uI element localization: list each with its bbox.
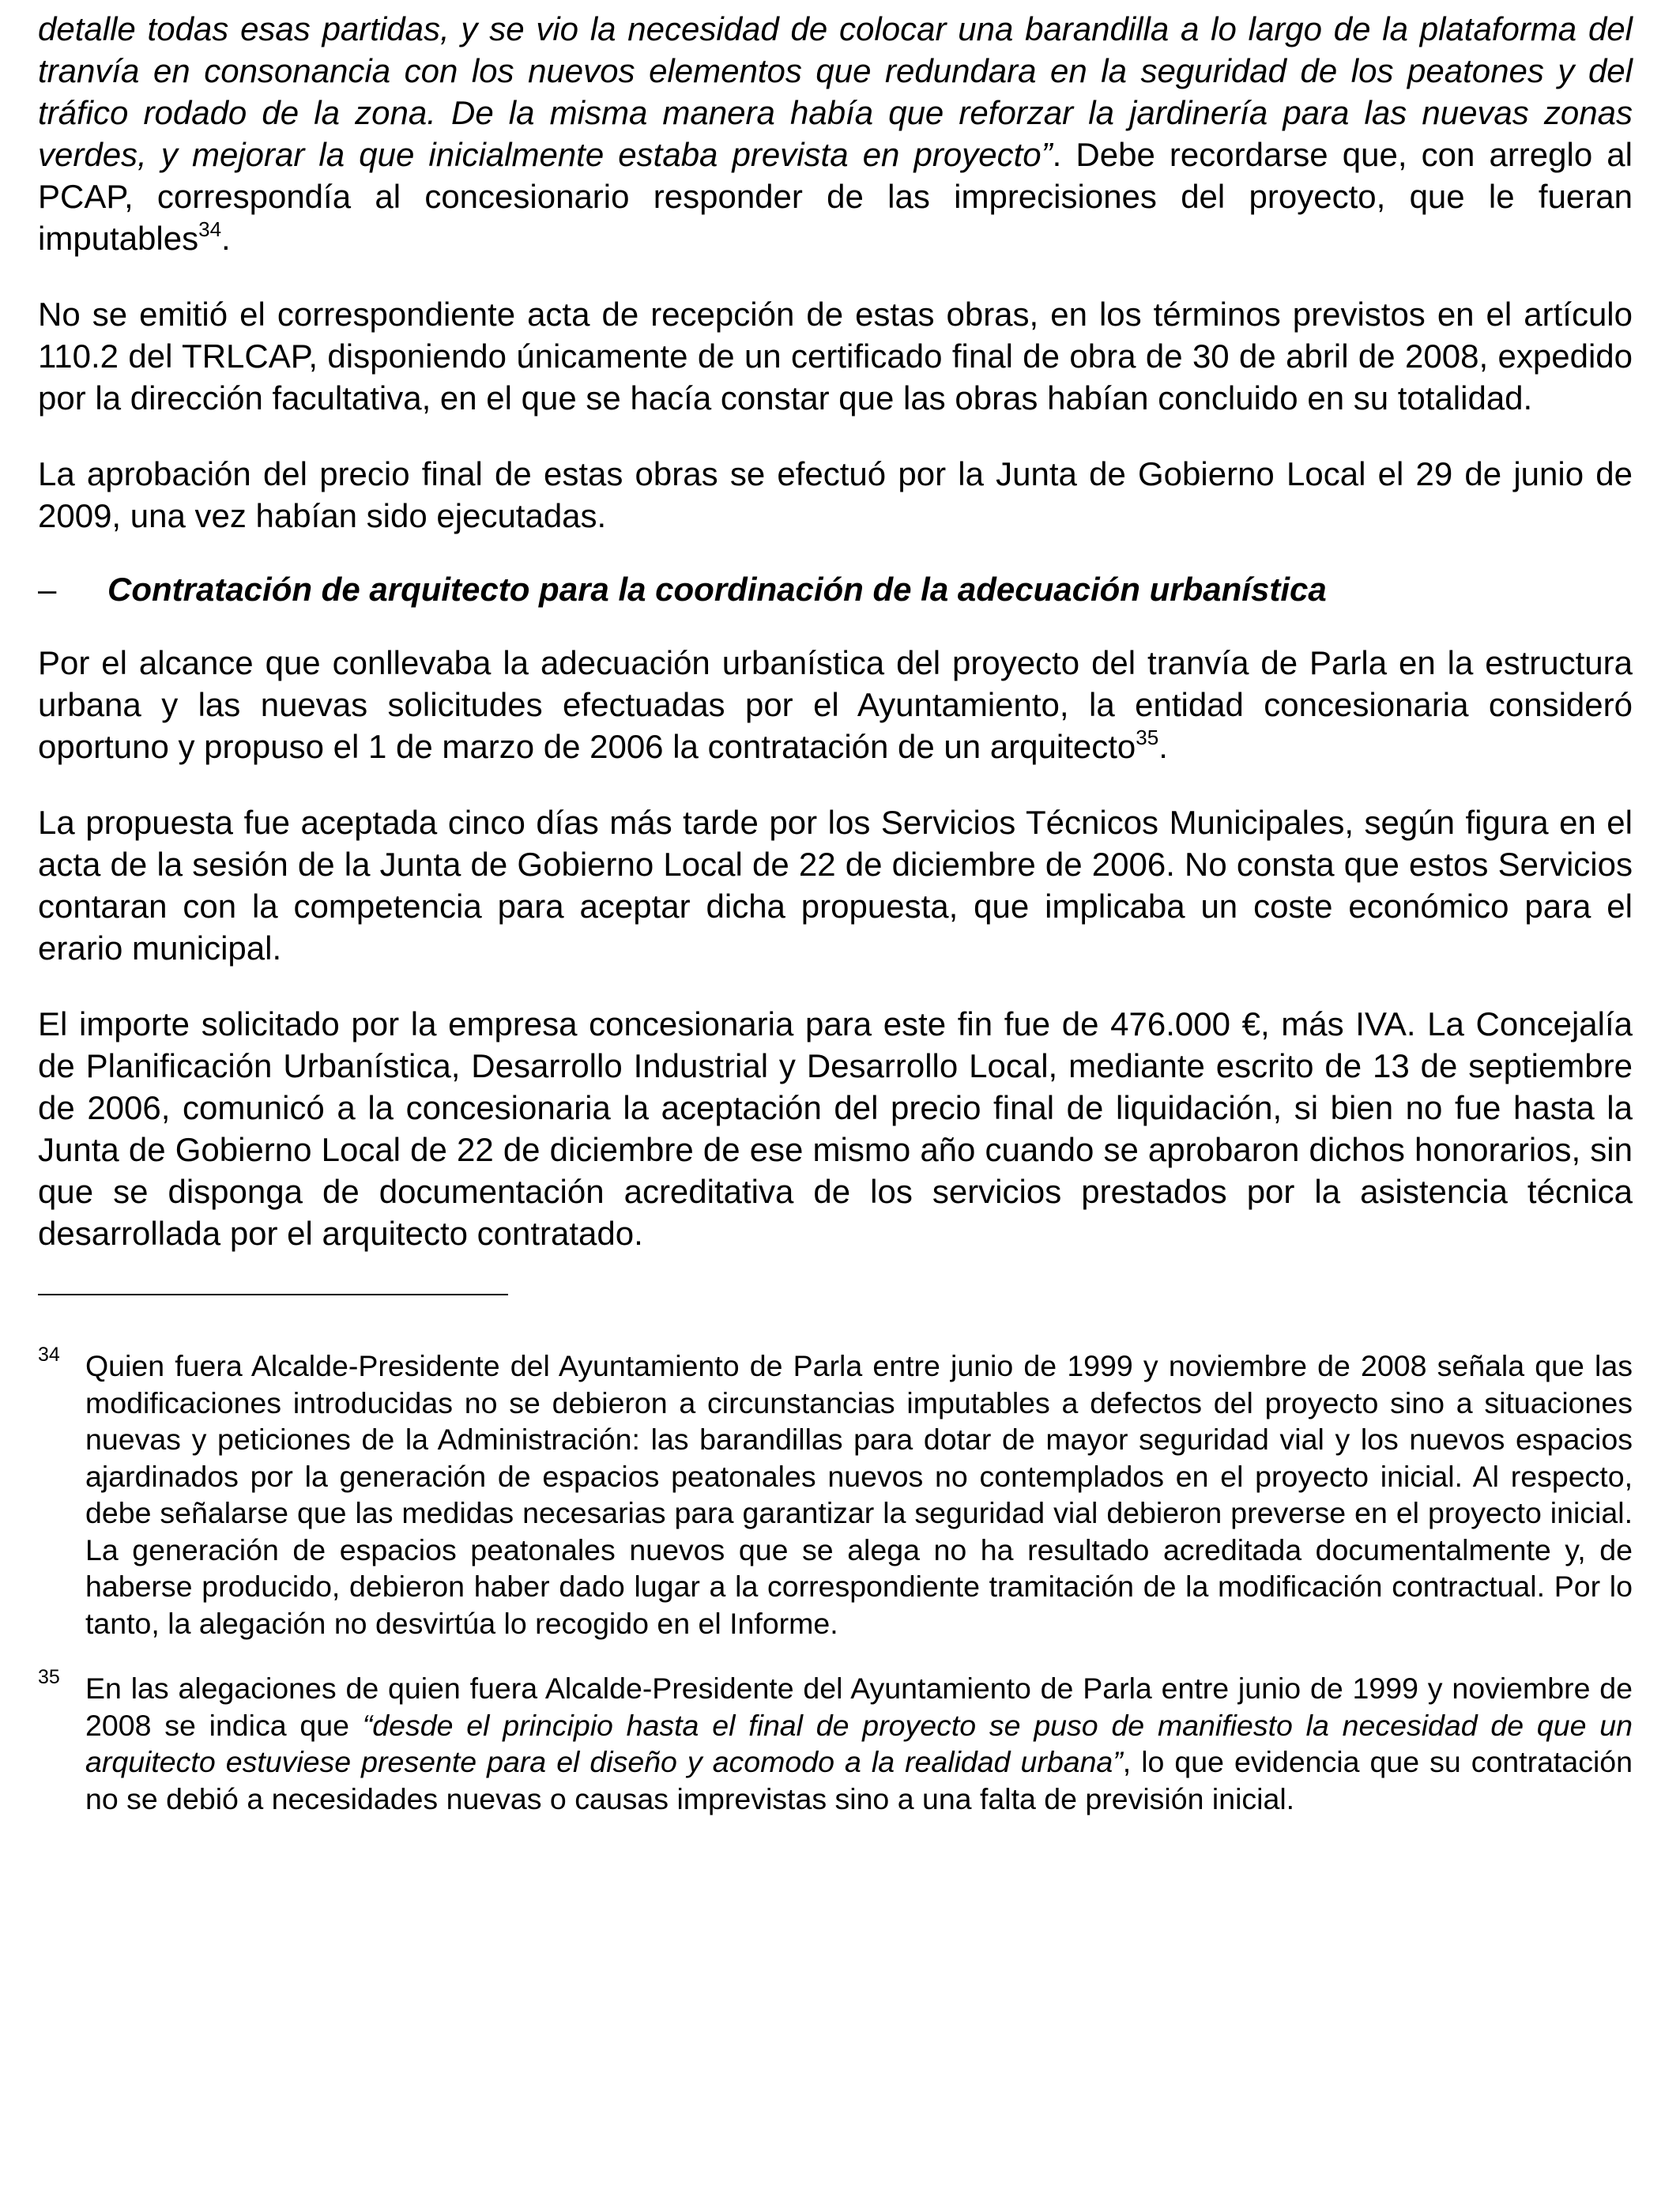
footnote-ref-35[interactable]: 35 bbox=[1136, 726, 1159, 749]
paragraph-3: La aprobación del precio final de estas obras se efectuó por la Junta de Gobierno Local el 29 de junio de 2009, una vez habían sido ejecutadas. bbox=[38, 455, 1633, 534]
paragraph-2: No se emitió el correspondiente acta de recepción de estas obras, en los términos previstos en el artículo 110.2 del TRLCAP, disponiendo únicamente de un certificado final de obra de 30 de abril de 2008, expedido por la dirección facultativa, en el que se hacía constar que las obras habían concluido en su totalidad. bbox=[38, 296, 1633, 417]
paragraph-4-text: Por el alcance que conllevaba la adecuación urbanística del proyecto del tranvía de Parla en la estructura urbana y las nuevas solicitudes efectuadas por el Ayuntamiento, la entidad concesionaria consideró oportuno y propuso el 1 de marzo de 2006 la contratación de un arquitecto bbox=[38, 644, 1633, 765]
paragraph-4 bbox=[38, 642, 1633, 767]
paragraph-5: La propuesta fue aceptada cinco días más tarde por los Servicios Técnicos Municipales, según figura en el acta de la sesión de la Junta de Gobierno Local de 22 de diciembre de 2006. No consta que estos Servicios contaran con la competencia para aceptar dicha propuesta, que implicaba un coste económico para el erario municipal. bbox=[38, 804, 1633, 967]
paragraph-4-end: . bbox=[1158, 728, 1168, 765]
footnote-35-text-before: En las alegaciones de quien fuera Alcalde-Presidente del Ayuntamiento de Parla entre junio de 1999 y noviembre de 2008 se indica que bbox=[85, 1672, 1633, 1742]
footnote-35-quote: “desde el principio hasta el final de proyecto se puso de manifiesto la necesidad de que un arquitecto estuviese presente para el diseño y acomodo a la realidad urbana” bbox=[85, 1708, 1633, 1778]
paragraph-6: El importe solicitado por la empresa concesionaria para este fin fue de 476.000 €, más IVA. La Concejalía de Planificación Urbanística, Desarrollo Industrial y Desarrollo Local, mediante escrito de 13 de septiembre de 2006, comunicó a la concesionaria la aceptación del precio final de liquidación, si bien no fue hasta la Junta de Gobierno Local de 22 de diciembre de ese mismo año cuando se aprobaron dichos honorarios, sin que se disponga de documentación acreditativa de los servicios prestados por la asistencia técnica desarrollada por el arquitecto contratado. bbox=[38, 1005, 1633, 1252]
footnote-separator bbox=[38, 1294, 508, 1295]
paragraph-1 bbox=[38, 8, 1633, 259]
document-page bbox=[38, 8, 1633, 1845]
footnote-34 bbox=[38, 1344, 1633, 1642]
footnote-number-34: 34 bbox=[38, 1344, 60, 1366]
heading-bullet: – bbox=[38, 571, 57, 608]
footnote-ref-34[interactable]: 34 bbox=[198, 217, 222, 241]
paragraph-1-end: . bbox=[221, 220, 231, 257]
footnote-34-text: Quien fuera Alcalde-Presidente del Ayuntamiento de Parla entre junio de 1999 y noviembre de 2008 señala que las modificaciones introducidas no se debieron a circunstancias imputables a defectos del proyecto sino a situaciones nuevas y peticiones de la Administración: las barandillas para dotar de mayor seguridad vial y los nuevos espacios ajardinados por la generación de espacios peatonales nuevos no contemplados en el proyecto inicial. Al respecto, debe señalarse que las medidas necesarias para garantizar la seguridad vial debieron preverse en el proyecto inicial. La generación de espacios peatonales nuevos que se alega no ha resultado acreditada documentalmente y, de haberse producido, debieron haber dado lugar a la correspondiente tramitación de la modificación contractual. Por lo tanto, la alegación no desvirtúa lo recogido en el Informe. bbox=[85, 1349, 1633, 1640]
footnote-number-35: 35 bbox=[38, 1666, 60, 1688]
heading-text: Contratación de arquitecto para la coordinación de la adecuación urbanística bbox=[107, 571, 1327, 608]
section-heading bbox=[38, 568, 1633, 610]
paragraph-1-text: . Debe recordarse que, con arreglo al PCAP, correspondía al concesionario responder de las imprecisiones del proyecto, que le fueran imputables bbox=[38, 136, 1633, 257]
footnote-35-text-after: , lo que evidencia que su contratación no se debió a necesidades nuevas o causas imprevistas sino a una falta de previsión inicial. bbox=[85, 1745, 1633, 1815]
footnote-35 bbox=[38, 1666, 1633, 1817]
paragraph-1-italic-quote: detalle todas esas partidas, y se vio la necesidad de colocar una barandilla a lo largo de la plataforma del tranvía en consonancia con los nuevos elementos que redundara en la seguridad de los peatones y del tráfico rodado de la zona. De la misma manera había que reforzar la jardinería para las nuevas zonas verdes, y mejorar la que inicialmente estaba prevista en proyecto” bbox=[38, 10, 1633, 173]
